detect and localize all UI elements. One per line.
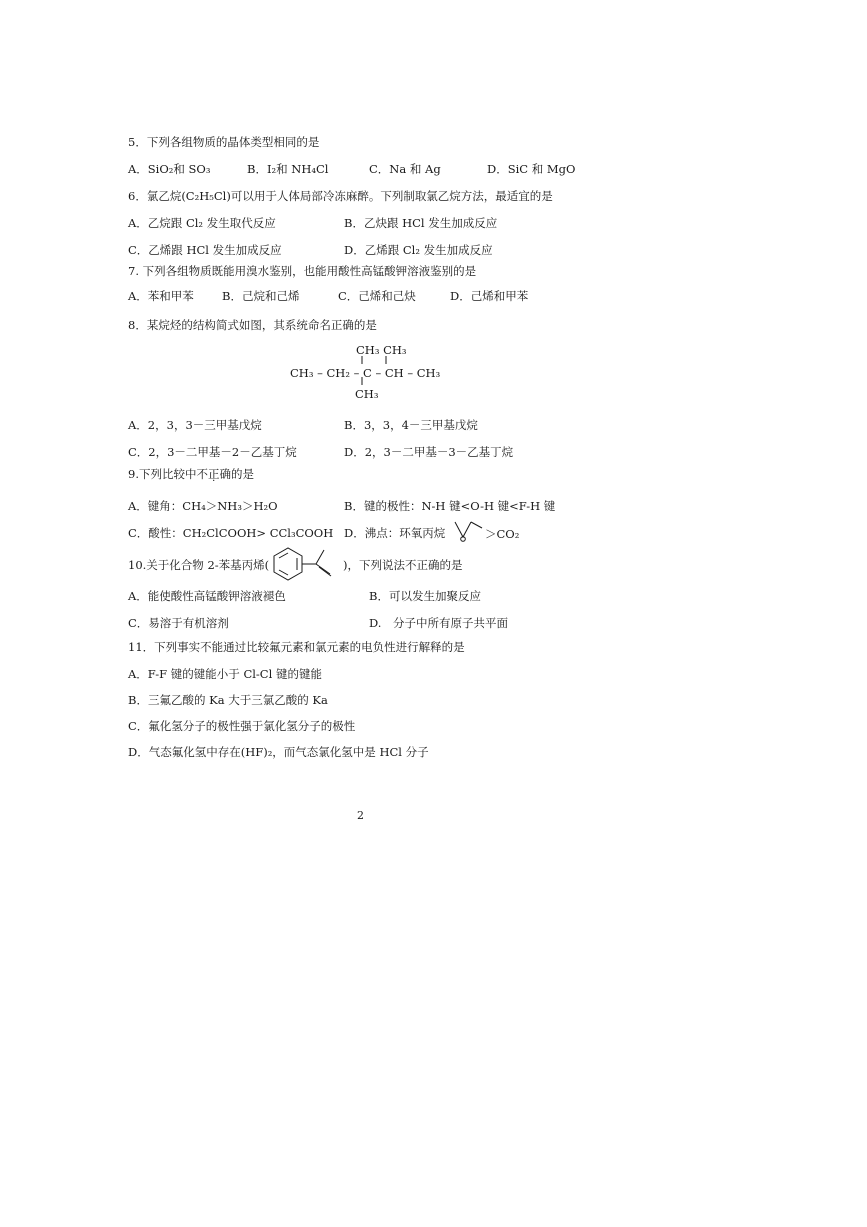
q6-option-a: A．乙烷跟 Cl₂ 发生取代反应 [128,216,276,230]
q9-stem-before: 9.下列比较中 [128,467,197,481]
q10-option-b: B．可以发生加聚反应 [369,589,481,603]
q5-option-d: D．SiC 和 MgO [487,162,576,176]
q8-option-c: C．2，3－二甲基－2－乙基丁烷 [128,445,297,459]
q11-option-b: B．三氟乙酸的 Ka 大于三氯乙酸的 Ka [128,693,328,707]
q11-option-d: D．气态氟化氢中存在(HF)₂，而气态氯化氢中是 HCl 分子 [128,745,429,759]
q9-option-b: B．键的极性：N-H 键<O-H 键<F-H 键 [344,499,556,513]
q11-option-a: A．F-F 键的键能小于 Cl-Cl 键的键能 [128,667,322,681]
q8-structure-top: CH₃ CH₃ [356,343,407,357]
q9-option-d-tail: ＞CO₂ [485,527,520,541]
q8-option-a: A．2，3，3－三甲基戊烷 [128,418,262,432]
q10-option-d: D. 分子中所有原子共平面 [369,616,508,630]
q10-option-c: C．易溶于有机溶剂 [128,616,229,630]
q8-option-b: B．3，3，4－三甲基戊烷 [344,418,478,432]
q6-option-d: D．乙烯跟 Cl₂ 发生加成反应 [344,243,493,257]
q7-option-b: B．己烷和己烯 [222,289,300,303]
q10-stem-after: )，下列说法不正确的是 [343,558,463,572]
q7-stem: 7. 下列各组物质既能用溴水鉴别，也能用酸性高锰酸钾溶液鉴别的是 [128,264,477,278]
q5-option-c: C．Na 和 Ag [369,162,441,176]
page-number: 2 [357,809,364,822]
q9-stem-after: 的是 [230,467,254,481]
q9-option-c: C．酸性：CH₂ClCOOH> CCl₃COOH [128,526,334,540]
q6-option-b: B．乙炔跟 HCl 发生加成反应 [344,216,498,230]
q11-stem: 11．下列事实不能通过比较氟元素和氯元素的电负性进行解释的是 [128,640,465,654]
q9-option-d: D．沸点：环氧丙烷 [344,526,446,540]
q8-option-d: D．2，3－二甲基－3－乙基丁烷 [344,445,514,459]
q5-option-a: A．SiO₂和 SO₃ [128,162,211,176]
q8-structure-main: CH₃ – CH₂ – C – CH – CH₃ [290,366,441,380]
q10-stem-before: 10.关于化合物 2-苯基丙烯( [128,558,270,572]
q7-option-d: D．己烯和甲苯 [450,289,529,303]
2-phenylpropene-structure [0,0,867,600]
q6-option-c: C．乙烯跟 HCl 发生加成反应 [128,243,282,257]
q6-stem: 6．氯乙烷(C₂H₅Cl)可以用于人体局部冷冻麻醉。下列制取氯乙烷方法，最适宜的是 [128,189,553,203]
q10-option-a: A．能使酸性高锰酸钾溶液褪色 [128,589,286,603]
q9-stem-emphasis: 不正确 [196,467,231,481]
q5-stem: 5．下列各组物质的晶体类型相同的是 [128,135,320,149]
q7-option-c: C．己烯和己炔 [338,289,416,303]
q5-option-b: B．I₂和 NH₄Cl [247,162,329,176]
q9-option-a: A．键角：CH₄＞NH₃＞H₂O [128,499,278,513]
q7-option-a: A．苯和甲苯 [128,289,194,303]
q8-structure-bottom: CH₃ [355,387,379,401]
q8-stem: 8．某烷烃的结构简式如图，其系统命名正确的是 [128,318,377,332]
q11-option-c: C．氟化氢分子的极性强于氯化氢分子的极性 [128,719,356,733]
